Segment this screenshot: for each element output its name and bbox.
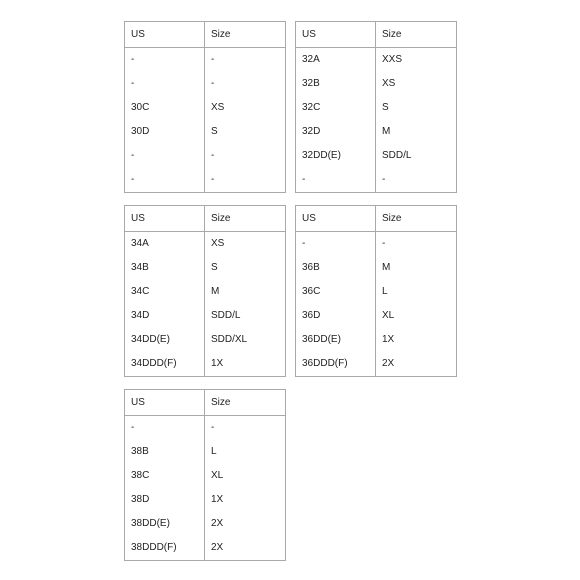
size-table-30 <box>124 21 286 193</box>
table-header-row <box>296 22 457 48</box>
table-row <box>296 168 457 193</box>
us-cell: 38D <box>125 488 205 512</box>
us-cell: - <box>296 232 376 257</box>
table-row <box>296 304 457 328</box>
table-row <box>125 440 286 464</box>
table-row <box>125 48 286 73</box>
table-row <box>125 488 286 512</box>
table-header-row <box>296 206 457 232</box>
size-cell: S <box>205 256 286 280</box>
size-column-header: Size <box>205 22 286 48</box>
size-cell: XS <box>205 232 286 257</box>
table-row <box>296 280 457 304</box>
size-cell: S <box>205 120 286 144</box>
us-cell: 34DD(E) <box>125 328 205 352</box>
us-cell: 38B <box>125 440 205 464</box>
us-column-header: US <box>296 206 376 232</box>
size-column-header: Size <box>205 206 286 232</box>
us-column-header: US <box>125 22 205 48</box>
us-cell: 32DD(E) <box>296 144 376 168</box>
size-column-header: Size <box>205 390 286 416</box>
us-cell: 32C <box>296 96 376 120</box>
size-cell: L <box>376 280 457 304</box>
table-row <box>125 304 286 328</box>
table-row <box>125 120 286 144</box>
us-column-header: US <box>125 390 205 416</box>
table-row <box>125 144 286 168</box>
table-row <box>125 328 286 352</box>
table-row <box>296 48 457 73</box>
table-row <box>125 256 286 280</box>
us-cell: 38C <box>125 464 205 488</box>
us-cell: 36B <box>296 256 376 280</box>
table-row <box>296 232 457 257</box>
us-cell: 34A <box>125 232 205 257</box>
us-cell: 36C <box>296 280 376 304</box>
us-cell: 30C <box>125 96 205 120</box>
table-row <box>296 328 457 352</box>
us-cell: - <box>125 168 205 193</box>
size-column-header: Size <box>376 22 457 48</box>
us-cell: - <box>296 168 376 193</box>
size-cell: XL <box>376 304 457 328</box>
us-cell: 36DD(E) <box>296 328 376 352</box>
size-cell: - <box>205 72 286 96</box>
size-table-32 <box>295 21 457 193</box>
size-cell: 1X <box>376 328 457 352</box>
us-cell: 32D <box>296 120 376 144</box>
size-cell: SDD/L <box>205 304 286 328</box>
us-cell: 36DDD(F) <box>296 352 376 377</box>
table-row <box>125 96 286 120</box>
size-table-34 <box>124 205 286 377</box>
size-cell: - <box>376 168 457 193</box>
size-cell: XS <box>205 96 286 120</box>
table-row <box>125 464 286 488</box>
table-row <box>296 72 457 96</box>
size-cell: - <box>205 48 286 73</box>
table-row <box>125 232 286 257</box>
size-cell: XS <box>376 72 457 96</box>
size-cell: 2X <box>376 352 457 377</box>
size-cell: SDD/L <box>376 144 457 168</box>
us-cell: 32B <box>296 72 376 96</box>
us-cell: - <box>125 144 205 168</box>
table-row <box>125 168 286 193</box>
table-row <box>125 416 286 441</box>
size-cell: 1X <box>205 352 286 377</box>
us-cell: 30D <box>125 120 205 144</box>
us-cell: - <box>125 72 205 96</box>
size-cell: - <box>376 232 457 257</box>
us-column-header: US <box>125 206 205 232</box>
us-cell: - <box>125 416 205 441</box>
size-cell: - <box>205 168 286 193</box>
size-table-36 <box>295 205 457 377</box>
table-row <box>296 96 457 120</box>
size-cell: - <box>205 416 286 441</box>
size-cell: 1X <box>205 488 286 512</box>
table-row <box>296 120 457 144</box>
size-cell: M <box>376 256 457 280</box>
table-header-row <box>125 22 286 48</box>
size-cell: M <box>205 280 286 304</box>
table-row <box>296 352 457 377</box>
us-cell: 38DD(E) <box>125 512 205 536</box>
table-row <box>296 144 457 168</box>
us-cell: - <box>125 48 205 73</box>
size-cell: L <box>205 440 286 464</box>
table-header-row <box>125 206 286 232</box>
table-row <box>125 72 286 96</box>
table-row <box>125 512 286 536</box>
table-row <box>125 352 286 377</box>
us-cell: 34D <box>125 304 205 328</box>
size-table-38 <box>124 389 286 561</box>
us-cell: 32A <box>296 48 376 73</box>
us-cell: 34C <box>125 280 205 304</box>
us-cell: 36D <box>296 304 376 328</box>
table-row <box>125 536 286 561</box>
size-cell: XL <box>205 464 286 488</box>
table-row <box>125 280 286 304</box>
us-cell: 34DDD(F) <box>125 352 205 377</box>
size-cell: M <box>376 120 457 144</box>
table-row <box>296 256 457 280</box>
us-column-header: US <box>296 22 376 48</box>
us-cell: 38DDD(F) <box>125 536 205 561</box>
size-cell: XXS <box>376 48 457 73</box>
size-cell: 2X <box>205 536 286 561</box>
size-cell: S <box>376 96 457 120</box>
size-cell: SDD/XL <box>205 328 286 352</box>
size-column-header: Size <box>376 206 457 232</box>
table-header-row <box>125 390 286 416</box>
size-cell: - <box>205 144 286 168</box>
us-cell: 34B <box>125 256 205 280</box>
size-cell: 2X <box>205 512 286 536</box>
